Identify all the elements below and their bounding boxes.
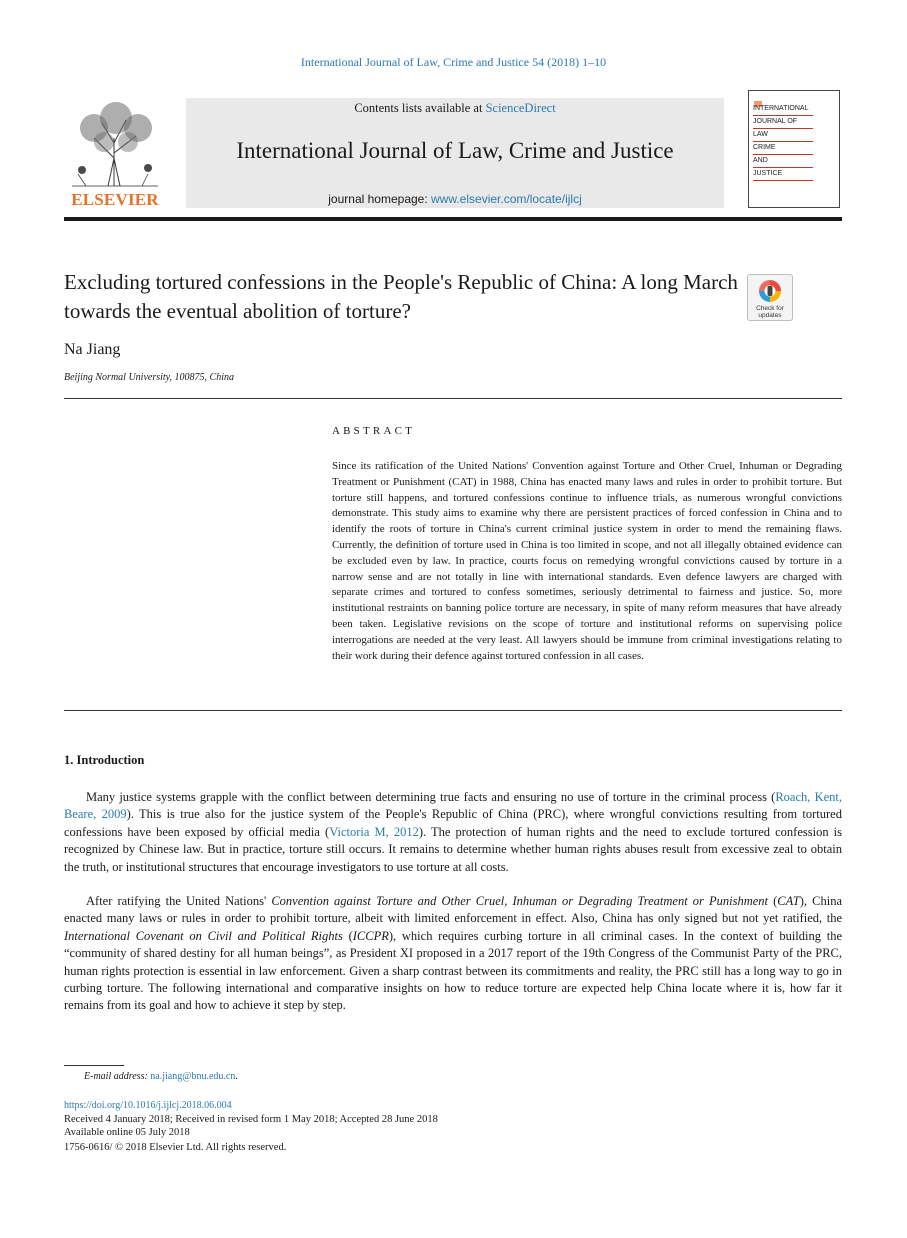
elsevier-tree-logo-icon bbox=[64, 98, 166, 188]
footnote-rule bbox=[64, 1065, 124, 1066]
paragraph-text: ( bbox=[342, 928, 353, 943]
journal-masthead bbox=[186, 98, 724, 208]
treaty-name: International Covenant on Civil and Political Rights bbox=[64, 928, 343, 943]
section-heading: 1. Introduction bbox=[64, 753, 145, 767]
cover-line: JOURNAL OF bbox=[753, 116, 813, 129]
email-link[interactable]: na.jiang@bnu.edu.cn bbox=[150, 1071, 236, 1082]
crossmark-label: Check for updates bbox=[756, 305, 784, 319]
abstract-text: Since its ratification of the United Nations' Convention against Torture and Other Cruel, Inhuman or Degrading Treatment or Punishment (CAT) in 1988, China has enacted many laws and rules in order to prohibit torture. But torture still happens, and tortured confessions continue to influence trials, as numerous wrongful convictions demonstrate. This study aims to examine why there are persistent practices of forced confession in China and to identify the roots of torture in China's current criminal justice system in order to mend the remaining flaws. Currently, the definition of torture used in China is too limited in scope, and not all illegally obtained evidence can be excluded even by law. In practice, courts focus on remedying wrongful convictions caused by torture in a narrow sense and are not totally in line with international standards. Even defence lawyers are charged with separate crimes and tortured to confess sometimes, seriously detrimental to fairness and justice. So, more institutional restraints on banning police torture are necessary, in spite of many reform measures that have already been taken. Legislative revisions on the scope of torture and institutional reforms on supervising police interrogations are needed at the very least. All lawyers should be immune from criminal investigations relating to their work during their defence against tortured confession in all cases. bbox=[332, 460, 842, 662]
treaty-abbreviation: CAT bbox=[777, 894, 800, 908]
journal-title: International Journal of Law, Crime and Justice bbox=[236, 138, 674, 163]
sciencedirect-link[interactable]: ScienceDirect bbox=[485, 101, 556, 115]
citation-link[interactable]: Victoria M, 2012 bbox=[329, 824, 419, 839]
publisher-name: ELSEVIER bbox=[71, 190, 159, 209]
crossmark-icon bbox=[748, 277, 792, 307]
journal-cover-thumbnail[interactable] bbox=[748, 90, 840, 208]
cover-line: JUSTICE bbox=[753, 168, 813, 181]
author-name: Na Jiang bbox=[64, 341, 121, 358]
body-paragraph bbox=[64, 789, 842, 876]
paragraph-text: Many justice systems grapple with the conflict between determining true facts and ensuring no use of torture in the criminal process ( bbox=[86, 790, 776, 804]
check-for-updates-badge[interactable] bbox=[747, 274, 793, 321]
cover-line: CRIME bbox=[753, 142, 813, 155]
body-paragraph bbox=[64, 893, 842, 1015]
article-title: Excluding tortured confessions in the People's Republic of China: A long March towards the eventual abolition of torture? bbox=[64, 270, 738, 323]
cover-line: AND bbox=[753, 155, 813, 168]
header-rule bbox=[64, 217, 842, 221]
homepage-line bbox=[186, 192, 724, 206]
paragraph-text: ), which requires curbing torture in all criminal cases. In the context of building the “community of shared destiny for all human beings”, as President XI proposed in a 2017 report of the 19th Congress of the Communist Party of the PRC, human rights protection is essential in law enforcement. Given a sharp contrast between its commitments and reality, the PRC still has a long way to go in curbing torture. The following international and comparative insights on how to reduce torture are expected help China locate where it is, how far it remains from its goal and how to achieve it step by step. bbox=[64, 928, 842, 1013]
publisher-logo[interactable] bbox=[64, 98, 166, 210]
footnote bbox=[84, 1071, 238, 1082]
divider bbox=[64, 398, 842, 399]
email-label: E-mail address: bbox=[84, 1071, 148, 1082]
contents-prefix: Contents lists available at bbox=[354, 101, 486, 115]
treaty-abbreviation: ICCPR bbox=[352, 928, 389, 943]
divider bbox=[64, 710, 842, 711]
history-dates: Received 4 January 2018; Received in revised form 1 May 2018; Accepted 28 June 2018 bbox=[64, 1114, 438, 1125]
online-date: Available online 05 July 2018 bbox=[64, 1127, 190, 1138]
abstract-heading: ABSTRACT bbox=[332, 425, 416, 437]
paragraph-text: After ratifying the United Nations' bbox=[86, 894, 272, 908]
paragraph-text: ). This is true also for the justice system of the People's Republic of China (PRC), where wrongful convictions resulting from tortured confessions have been exposed by official media ( bbox=[64, 807, 842, 839]
homepage-prefix: journal homepage: bbox=[328, 192, 432, 206]
author-affiliation: Beijing Normal University, 100875, China bbox=[64, 372, 234, 383]
cover-line: LAW bbox=[753, 129, 813, 142]
paragraph-text: ), China enacted many laws or rules in order to prohibit torture, albeit with limited enforcement in effect. Also, China has only signed but not yet ratified, the bbox=[64, 894, 842, 926]
contents-line bbox=[186, 101, 724, 116]
citation-link[interactable]: Roach, Kent, Beare, 2009 bbox=[64, 790, 842, 822]
treaty-name: Convention against Torture and Other Cruel, Inhuman or Degrading Treatment or Punishment bbox=[271, 894, 769, 908]
paragraph-text: ( bbox=[768, 894, 778, 908]
doi-link[interactable]: https://doi.org/10.1016/j.ijlcj.2018.06.004 bbox=[64, 1100, 232, 1111]
homepage-link[interactable]: www.elsevier.com/locate/ijlcj bbox=[431, 192, 582, 206]
copyright: 1756-0616/ © 2018 Elsevier Ltd. All rights reserved. bbox=[64, 1142, 287, 1153]
running-head[interactable]: International Journal of Law, Crime and Justice 54 (2018) 1–10 bbox=[300, 55, 607, 69]
paragraph-text: ). The protection of human rights and the need to exclude tortured confession is recognized by Chinese law. But in practice, torture still occurs. It remains to determine whether human rights abuses result from excessive zeal to obtain the truth, or institutional structures that encourage investigators to use torture at all costs. bbox=[64, 824, 842, 874]
email-suffix: . bbox=[235, 1071, 238, 1082]
cover-line: INTERNATIONAL bbox=[753, 103, 813, 116]
